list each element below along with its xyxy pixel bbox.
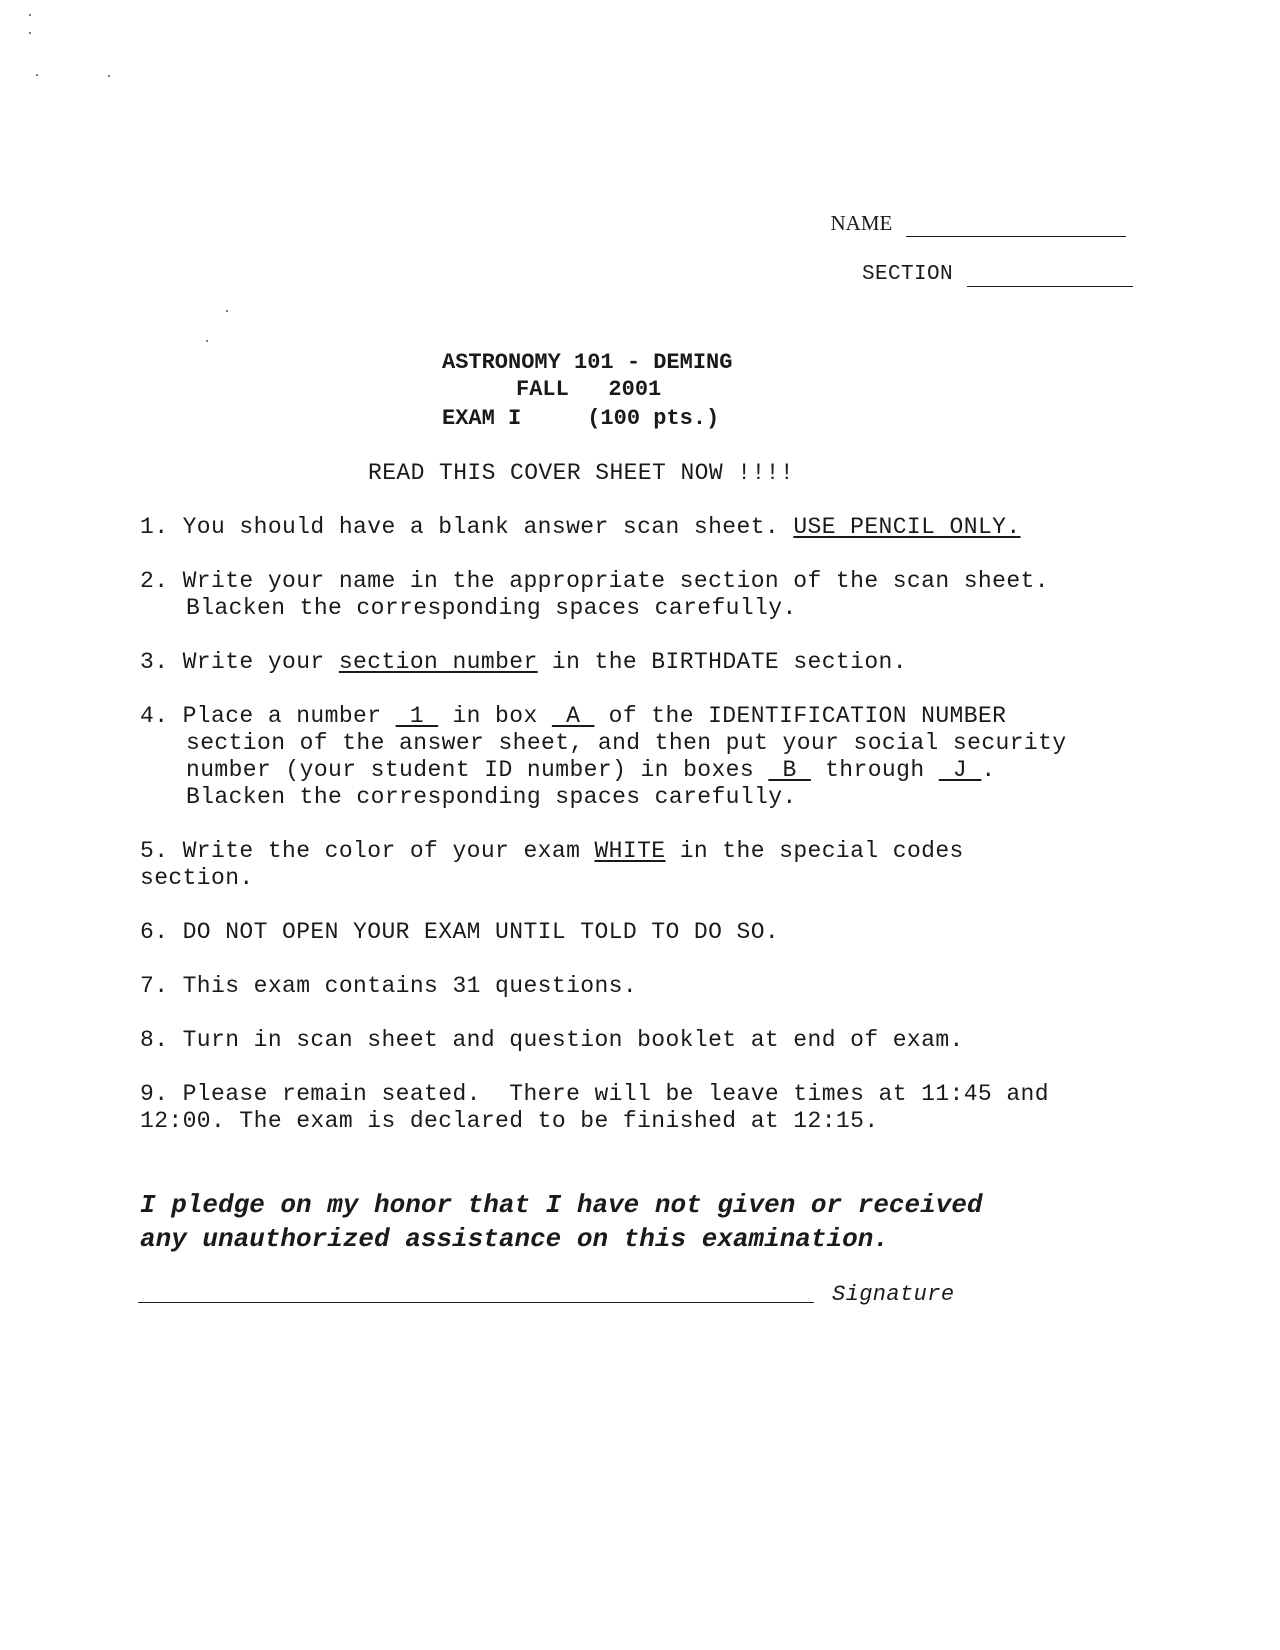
- scan-speck: [29, 14, 31, 16]
- signature-line[interactable]: [138, 1302, 814, 1303]
- name-field[interactable]: [820, 186, 1126, 237]
- section-number-emphasis: section number: [338, 649, 538, 675]
- section-field[interactable]: [836, 240, 1133, 287]
- scan-speck: [226, 310, 228, 312]
- course-title: ASTRONOMY 101 - DEMING: [442, 350, 733, 375]
- honor-pledge-line-1: I pledge on my honor that I have not given or received: [140, 1190, 983, 1220]
- instruction-item-5: [140, 838, 964, 864]
- instruction-item-4-cont: [186, 757, 996, 783]
- exam-points: (100 pts.): [587, 406, 720, 431]
- instruction-text: through: [810, 757, 939, 783]
- instruction-item-9: 9. Please remain seated. There will be leave times at 11:45 and: [140, 1081, 1049, 1107]
- instruction-text: of the IDENTIFICATION NUMBER: [594, 703, 1007, 729]
- scan-speck: [36, 74, 38, 76]
- section-blank-line[interactable]: [967, 263, 1133, 287]
- instruction-item-6: 6. DO NOT OPEN YOUR EXAM UNTIL TOLD TO DO SO.: [140, 919, 780, 945]
- instruction-item-9-cont: 12:00. The exam is declared to be finished at 12:15.: [140, 1108, 879, 1134]
- instruction-item-8: 8. Turn in scan sheet and question booklet at end of exam.: [140, 1027, 964, 1053]
- instruction-text: in box: [438, 703, 552, 729]
- instruction-item-5-cont: section.: [140, 865, 254, 891]
- signature-label: Signature: [832, 1282, 955, 1307]
- instruction-item-2-cont: Blacken the corresponding spaces carefully.: [186, 595, 797, 621]
- scan-speck: [108, 75, 110, 77]
- cover-sheet-heading: READ THIS COVER SHEET NOW !!!!: [368, 460, 795, 486]
- exam-color-emphasis: WHITE: [594, 838, 666, 864]
- instruction-item-4-cont: section of the answer sheet, and then put your social security: [186, 730, 1067, 756]
- box-j-emphasis: J: [938, 757, 982, 783]
- name-blank-line[interactable]: [906, 211, 1126, 237]
- instruction-text: number (your student ID number) in boxes: [186, 757, 769, 783]
- honor-pledge-line-2: any unauthorized assistance on this examination.: [140, 1224, 889, 1254]
- instruction-item-1: [140, 514, 1021, 540]
- instruction-item-2: 2. Write your name in the appropriate section of the scan sheet.: [140, 568, 1049, 594]
- instruction-text: 4. Place a number: [140, 703, 396, 729]
- instruction-item-4: [140, 703, 1006, 729]
- number-one-emphasis: 1: [395, 703, 439, 729]
- instruction-item-4-cont: Blacken the corresponding spaces carefully.: [186, 784, 797, 810]
- section-label: SECTION: [862, 263, 954, 286]
- instruction-text: in the BIRTHDATE section.: [537, 649, 907, 675]
- term-title: FALL 2001: [516, 377, 662, 402]
- exam-title: [442, 406, 719, 431]
- exam-number: EXAM I: [442, 406, 522, 431]
- instruction-text: 5. Write the color of your exam: [140, 838, 595, 864]
- instruction-text: 1. You should have a blank answer scan sheet.: [140, 514, 794, 540]
- name-label: NAME: [830, 211, 893, 235]
- pencil-only-emphasis: USE PENCIL ONLY.: [793, 514, 1021, 540]
- instruction-item-7: 7. This exam contains 31 questions.: [140, 973, 638, 999]
- scan-speck: [206, 340, 208, 342]
- instruction-text: 3. Write your: [140, 649, 339, 675]
- instruction-text: .: [981, 757, 996, 783]
- box-a-emphasis: A: [551, 703, 595, 729]
- instruction-item-3: [140, 649, 907, 675]
- scan-speck: [29, 32, 31, 34]
- box-b-emphasis: B: [768, 757, 811, 783]
- instruction-text: in the special codes: [665, 838, 964, 864]
